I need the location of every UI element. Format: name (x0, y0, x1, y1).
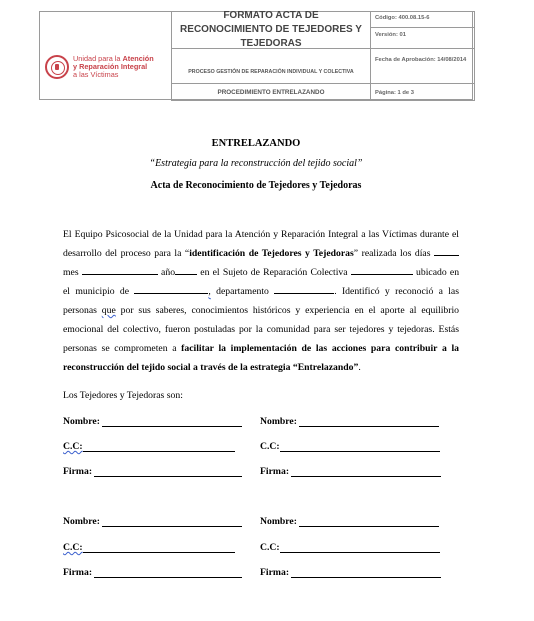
name-field-1[interactable]: Nombre: (63, 416, 242, 427)
signature-input-line[interactable] (291, 568, 441, 578)
document-title: ENTRELAZANDO (211, 138, 301, 149)
signature-field-3[interactable]: Firma: (63, 567, 242, 578)
cc-field-3[interactable]: C.C: (63, 542, 235, 553)
logo-cell (39, 11, 172, 100)
signature-input-line[interactable] (94, 568, 242, 578)
cc-field-1[interactable]: C.C: (63, 441, 235, 452)
weavers-intro: Los Tejedores y Tejedoras son: (63, 390, 183, 401)
name-input-line[interactable] (102, 517, 242, 527)
colombia-seal-icon (45, 55, 69, 79)
name-field-4[interactable]: Nombre: (260, 516, 439, 527)
logo-text: Unidad para la Atención y Reparación Integral a las Víctimas (73, 53, 154, 80)
municipality-blank[interactable] (134, 284, 208, 294)
name-field-3[interactable]: Nombre: (63, 516, 242, 527)
name-input-line[interactable] (102, 417, 242, 427)
signature-field-1[interactable]: Firma: (63, 466, 242, 477)
act-title: Acta de Reconocimiento de Tejedores y Tejedoras (150, 180, 362, 191)
days-blank[interactable] (434, 246, 459, 256)
cc-input-line[interactable] (280, 442, 440, 452)
document-header (39, 11, 473, 100)
department-blank[interactable] (274, 284, 334, 294)
cc-input-line[interactable] (83, 442, 235, 452)
name-input-line[interactable] (299, 517, 439, 527)
signature-input-line[interactable] (94, 467, 242, 477)
cc-field-2[interactable]: C.C: (260, 441, 440, 452)
procedure-name: PROCEDIMIENTO ENTRELAZANDO (171, 83, 371, 101)
name-input-line[interactable] (299, 417, 439, 427)
signature-field-2[interactable]: Firma: (260, 466, 441, 477)
collective-subject-blank[interactable] (351, 265, 413, 275)
unidad-victimas-logo (45, 50, 170, 84)
cc-field-4[interactable]: C.C: (260, 542, 440, 553)
month-blank[interactable] (82, 265, 158, 275)
approval-date: Fecha de Aprobación: 14/08/2014 (370, 48, 475, 84)
document-code: Código: 400.08.15-6 (370, 11, 475, 28)
cc-input-line[interactable] (280, 543, 440, 553)
signature-field-4[interactable]: Firma: (260, 567, 441, 578)
signature-input-line[interactable] (291, 467, 441, 477)
name-field-2[interactable]: Nombre: (260, 416, 439, 427)
cc-input-line[interactable] (83, 543, 235, 553)
document-version: Versión: 01 (370, 27, 475, 49)
process-name: PROCESO GESTIÓN DE REPARACIÓN INDIVIDUAL Y COLECTIVA (171, 48, 371, 84)
body-paragraph: El Equipo Psicosocial de la Unidad para la Atención y Reparación Integral a las Víctimas durante el desarrollo del proceso para la “identificación de Tejedores y Tejedoras” realizada los días mes año en el Sujeto de Reparación Colectiva ubicado en el municipio de , departamento . Identificó y reconoció a las personas que por sus saberes, conocimientos históricos y experiencia en el aporte al equilibrio emocional del colectivo, fueron postuladas por la comunidad para ser tejedores y tejedoras. Estás personas se comprometen a facilitar la implementación de las acciones para contribuir a la reconstrucción del tejido social a través de la estrategia “Entrelazando”. (63, 229, 460, 373)
format-title: FORMATO ACTA DE RECONOCIMIENTO DE TEJEDORES Y TEJEDORAS (171, 11, 371, 49)
year-blank[interactable] (175, 265, 197, 275)
page-number: Página: 1 de 3 (370, 83, 475, 101)
document-subtitle: “Estrategia para la reconstrucción del tejido social” (149, 158, 363, 169)
